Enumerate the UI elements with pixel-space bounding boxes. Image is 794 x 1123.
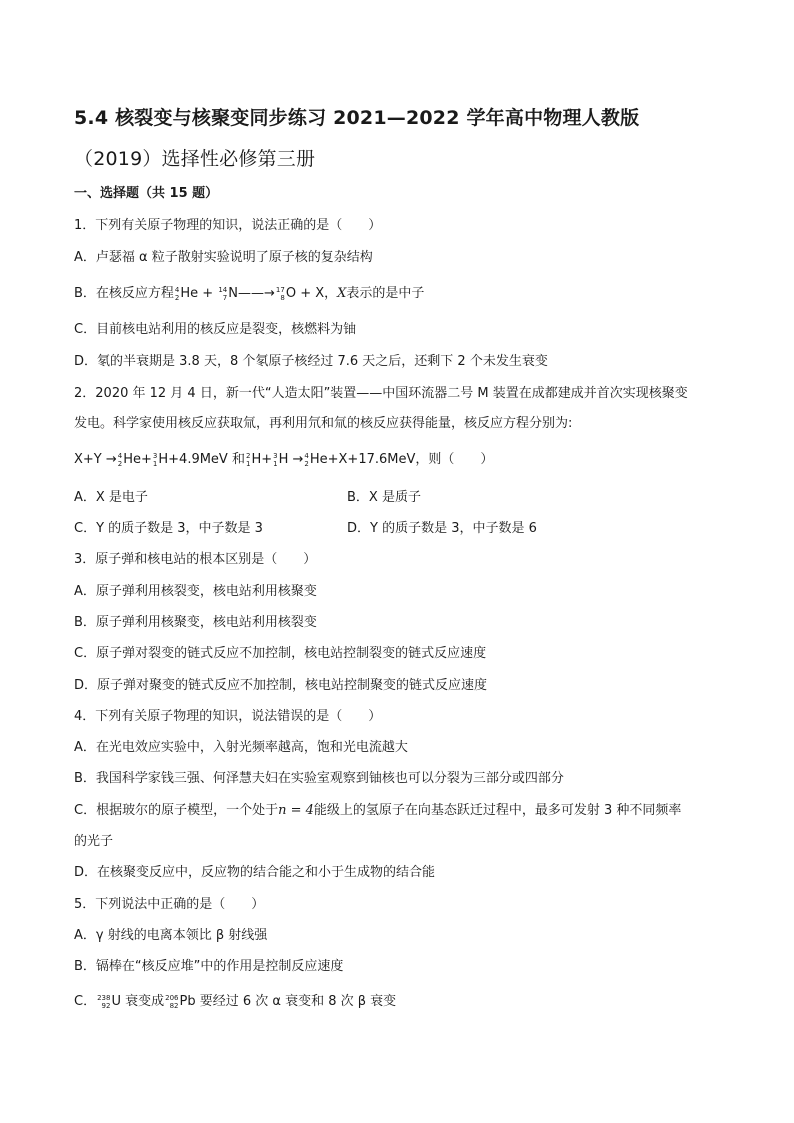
x-variable: X [337,286,347,301]
plus-sign: + [198,286,218,301]
q1-option-d: D．氡的半衰期是 3.8 天，8 个氡原子核经过 7.6 天之后，还剩下 2 个未发生衰变 [74,354,548,369]
pb-mass-number: 206 [165,993,179,1002]
q3-option-d: D．原子弹对聚变的链式反应不加控制，核电站控制聚变的链式反应速度 [74,678,488,693]
pb-atomic-number: 82 [169,1001,179,1010]
q5-option-a: A．γ 射线的电离本领比 β 射线强 [74,928,268,943]
q4-option-b: B．我国科学家钱三强、何泽慧夫妇在实验室观察到铀核也可以分裂为三部分或四部分 [74,771,564,786]
q5-option-c [74,992,734,1012]
he-mass-number: 4 [174,285,180,294]
helium-nuclide [304,450,493,470]
q3-option-c: C．原子弹对裂变的链式反应不加控制，核电站控制裂变的链式反应速度 [74,646,487,661]
q4-option-a: A．在光电效应实验中，入射光频率越高，饱和光电流越大 [74,740,408,755]
atomic-number: 1 [152,459,158,468]
energy-level: n = 4 [278,803,314,818]
q5-stem: 5．下列说法中正确的是（ ） [74,897,265,912]
uranium-nuclide [97,992,164,1012]
q2-equations [74,450,734,470]
helium-nuclide [118,450,152,470]
q4-stem: 4．下列有关原子物理的知识，说法错误的是（ ） [74,709,382,724]
q4-c-prefix: C．根据玻尔的原子模型，一个处于 [74,803,279,818]
mass-number: 4 [304,451,309,460]
oxygen-nuclide [276,284,337,304]
n-mass-number: 14 [218,285,228,294]
n-atomic-number: 7 [222,293,228,302]
q1-option-a: A．卢瑟福 α 粒子散射实验说明了原子核的复杂结构 [74,250,373,265]
mass-number: 3 [152,451,158,460]
helium-nuclide [175,284,198,304]
n-symbol: N [228,286,238,301]
mass-number: 2 [245,451,251,460]
q3-option-b: B．原子弹利用核聚变，核电站利用核裂变 [74,615,317,630]
q3-option-a: A．原子弹利用核裂变，核电站利用核聚变 [74,584,317,599]
q1-stem: 1．下列有关原子物理的知识，说法正确的是（ ） [74,218,382,233]
q1-b-prefix: B．在核反应方程 [74,286,174,301]
q4-option-c-line2: 的光子 [74,834,114,849]
q5-option-b: B．镉棒在“核反应堆”中的作用是控制反应速度 [74,959,344,974]
u-mass-number: 238 [97,993,111,1002]
q2-option-a: A．X 是电子 [74,490,148,505]
page-subtitle: （2019）选择性必修第三册 [74,148,316,170]
he-term: He+ [123,452,152,467]
mass-number: 4 [117,451,123,460]
q1-option-c: C．目前核电站利用的核反应是裂变，核燃料为铀 [74,322,357,337]
q4-option-c-line1 [74,801,734,821]
q1-option-b [74,284,734,304]
deuterium-nuclide [246,450,272,470]
he-term: He+X+17.6MeV，则（ ） [309,452,494,467]
eq-part1: X+Y → [74,452,117,467]
atomic-number: 1 [245,459,251,468]
he-atomic-number: 2 [174,293,180,302]
o-atomic-number: 8 [280,293,285,302]
q2-stem-line2: 发电。科学家使用核反应获取氚，再利用氘和氚的核反应获得能量，核反应方程分别为: [74,416,573,431]
q3-stem: 3．原子弹和核电站的根本区别是（ ） [74,552,317,567]
h-term: H → [278,452,304,467]
page-title: 5.4 核裂变与核聚变同步练习 2021—2022 学年高中物理人教版 [74,107,640,129]
tritium-nuclide [273,450,303,470]
u-term: U 衰变成 [111,994,165,1009]
q5-c-prefix: C． [74,994,97,1009]
nitrogen-nuclide [218,284,238,304]
o-symbol: O + X， [285,286,338,301]
q2-option-d: D．Y 的质子数是 3，中子数是 6 [347,521,537,536]
q1-b-suffix: 表示的是中子 [346,286,425,301]
o-mass-number: 17 [275,285,285,294]
q4-c-suffix: 能级上的氢原子在向基态跃迁过程中，最多可发射 3 种不同频率 [313,803,682,818]
h-term: H+ [251,452,273,467]
section-heading: 一、选择题（共 15 题） [74,186,219,201]
reaction-arrow: ——→ [238,286,275,301]
q4-option-d: D．在核聚变反应中，反应物的结合能之和小于生成物的结合能 [74,865,436,880]
q2-option-b: B．X 是质子 [347,490,421,505]
u-atomic-number: 92 [101,1001,111,1010]
q2-stem-line1: 2．2020 年 12 月 4 日，新一代“人造太阳”装置——中国环流器二号 M 装置在成都建成并首次实现核聚变 [74,386,688,401]
atomic-number: 2 [304,459,309,468]
he-symbol: He [180,286,199,301]
h-term: H+4.9MeV 和 [158,452,245,467]
mass-number: 3 [273,451,278,460]
q5-c-suffix: Pb 要经过 6 次 α 衰变和 8 次 β 衰变 [179,994,397,1009]
lead-nuclide [165,992,396,1012]
atomic-number: 1 [273,459,278,468]
tritium-nuclide [153,450,245,470]
atomic-number: 2 [117,459,123,468]
q2-option-c: C．Y 的质子数是 3，中子数是 3 [74,521,263,536]
